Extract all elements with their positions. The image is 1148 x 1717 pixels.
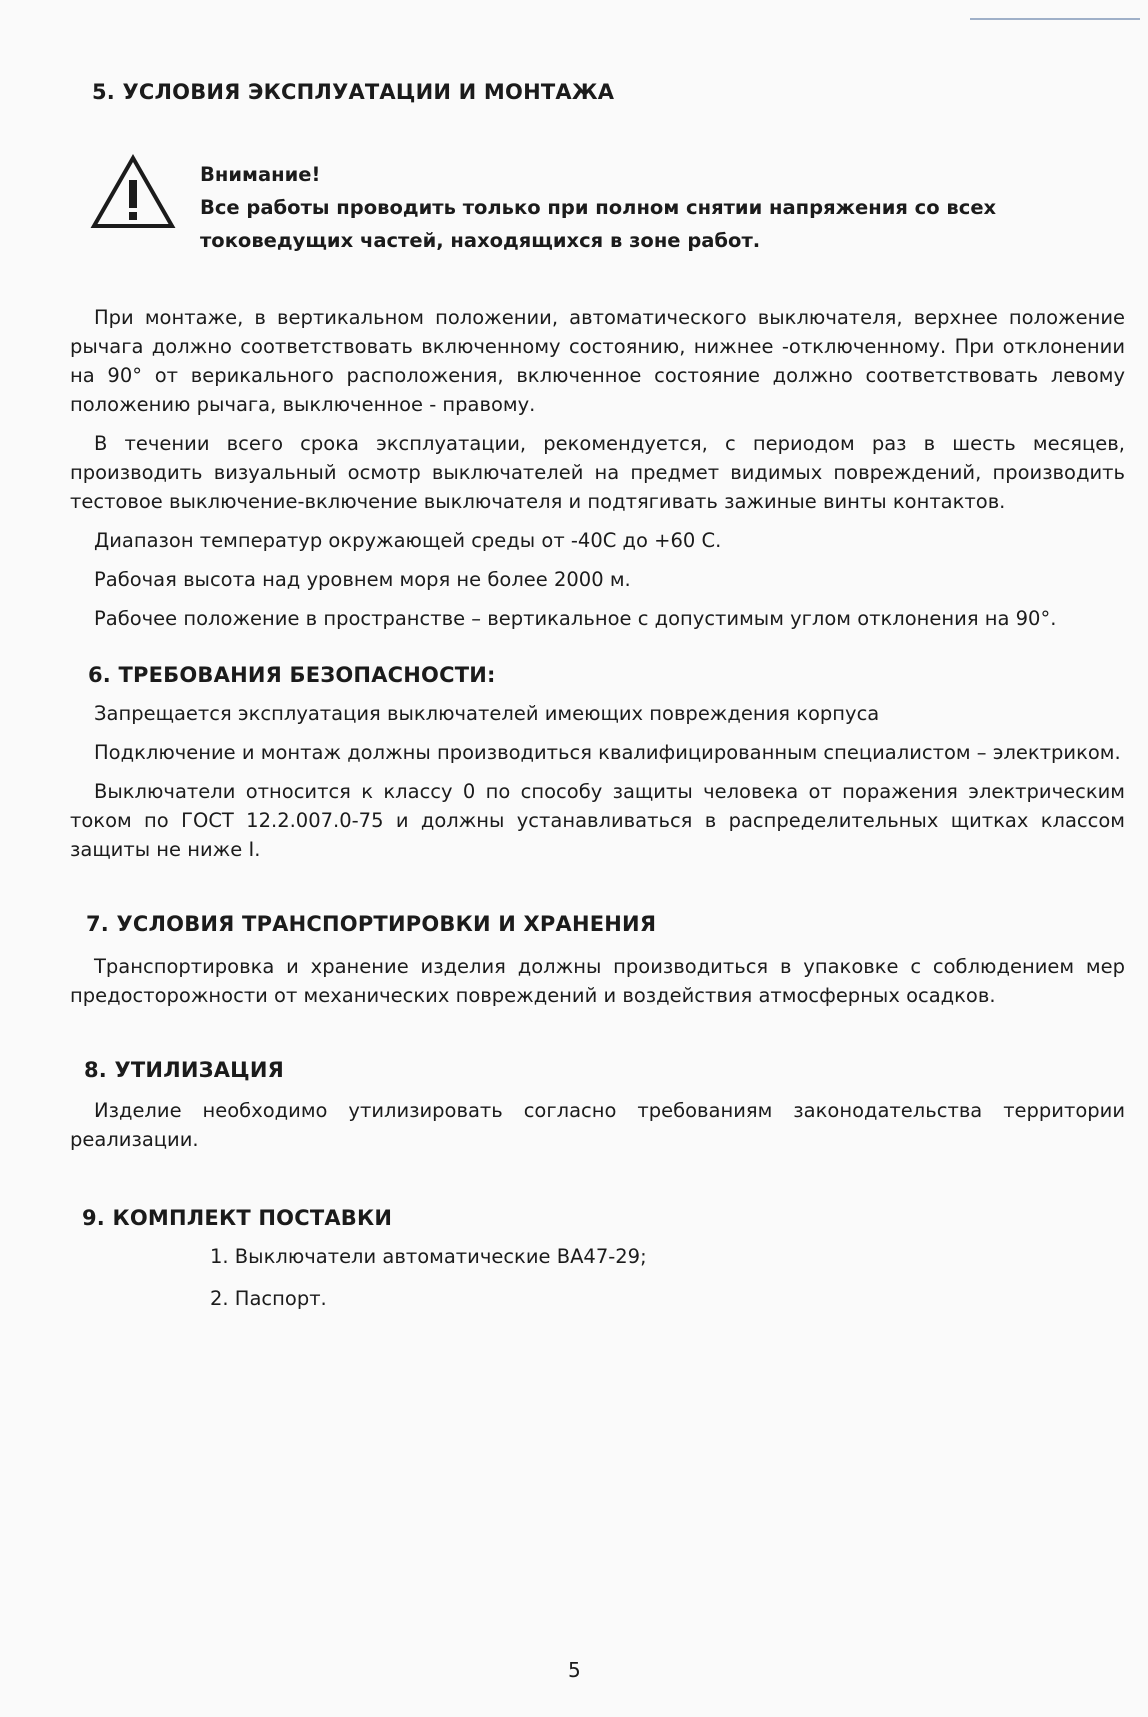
- warning-heading: Внимание!: [200, 163, 321, 186]
- paragraph: Подключение и монтаж должны производиться квалифицированным специалистом – электриком.: [94, 741, 1121, 764]
- section-8-title: 8. УТИЛИЗАЦИЯ: [84, 1058, 285, 1082]
- document-page: [70, 80, 1125, 1320]
- page-number: 5: [568, 1658, 581, 1682]
- section-6-title: 6. ТРЕБОВАНИЯ БЕЗОПАСНОСТИ:: [88, 663, 496, 687]
- warning-line-2: токоведущих частей, находящихся в зоне работ.: [200, 229, 761, 252]
- paragraph: Транспортировка и хранение изделия должны производиться в упаковке с соблюдением мер предосторожности от механических повреждений и воздействия атмосферных осадков.: [70, 955, 1125, 1007]
- list-item: 2. Паспорт.: [210, 1287, 327, 1310]
- paragraph: Запрещается эксплуатация выключателей имеющих повреждения корпуса: [94, 702, 880, 725]
- paragraph: Выключатели относится к классу 0 по способу защиты человека от поражения электрическим током по ГОСТ 12.2.007.0-75 и должны устанавливаться в распределительных щитках классом защиты не ниже I.: [70, 780, 1125, 861]
- paragraph: Рабочее положение в пространстве – вертикальное с допустимым углом отклонения на 90°.: [94, 607, 1057, 630]
- page-top-rule: [970, 18, 1140, 20]
- paragraph: При монтаже, в вертикальном положении, автоматического выключателя, верхнее положение рычага должно соответствовать включенному состоянию, нижнее -отключенному. При отклонении на 90° от верикального расположения, включенное состояние должно соответствовать левому положению рычага, выключенное - правому.: [70, 306, 1125, 416]
- section-5-title: 5. УСЛОВИЯ ЭКСПЛУАТАЦИИ И МОНТАЖА: [92, 80, 615, 104]
- paragraph: Рабочая высота над уровнем моря не более 2000 м.: [94, 568, 631, 591]
- list-item: 1. Выключатели автоматические ВА47-29;: [210, 1245, 647, 1268]
- paragraph: Диапазон температур окружающей среды от -40С до +60 С.: [94, 529, 722, 552]
- warning-triangle-icon: [90, 154, 176, 230]
- section-9-title: 9. КОМПЛЕКТ ПОСТАВКИ: [82, 1206, 393, 1230]
- warning-line-1: Все работы проводить только при полном снятии напряжения со всех: [200, 196, 997, 219]
- delivery-list: [210, 1236, 1125, 1320]
- warning-text: [200, 158, 996, 257]
- section-7-title: 7. УСЛОВИЯ ТРАНСПОРТИРОВКИ И ХРАНЕНИЯ: [86, 912, 657, 936]
- paragraph: Изделие необходимо утилизировать согласно требованиям законодательства территории реализации.: [70, 1099, 1125, 1151]
- paragraph: В течении всего срока эксплуатации, рекомендуется, с периодом раз в шесть месяцев, производить визуальный осмотр выключателей на предмет видимых повреждений, производить тестовое выключение-включение выключателя и подтягивать зажиные винты контактов.: [70, 432, 1125, 513]
- warning-block: [90, 154, 1125, 257]
